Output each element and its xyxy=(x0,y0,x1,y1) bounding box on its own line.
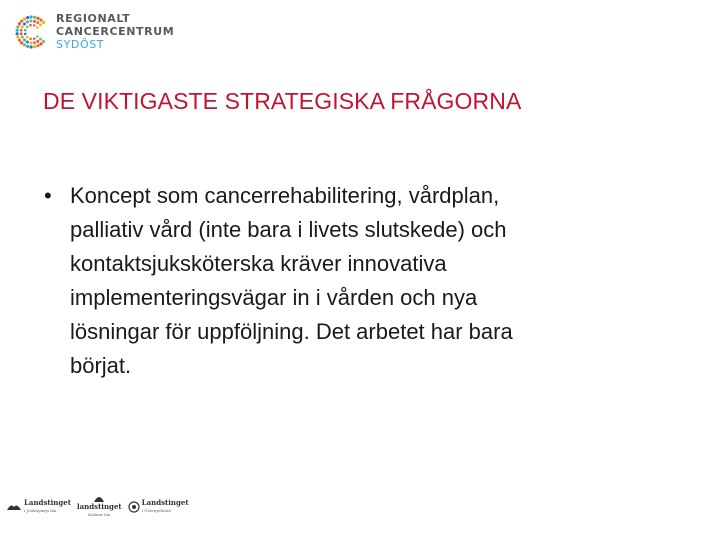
bullet-line-4: implementeringsvägar in i vården och nya xyxy=(70,285,478,310)
logo-dot xyxy=(26,40,29,43)
bullet-list xyxy=(44,179,654,383)
footer-logo-ostergotland xyxy=(128,499,189,515)
logo-dot xyxy=(23,43,26,46)
footer-logo-kalmar xyxy=(77,494,122,519)
bullet-item xyxy=(44,179,654,383)
logo-dot xyxy=(42,20,45,23)
logo-dot xyxy=(24,32,27,35)
rcc-logo-text xyxy=(56,12,174,51)
logo-dot xyxy=(29,23,32,26)
rcc-logo xyxy=(14,12,174,51)
logo-dot xyxy=(36,39,39,42)
footer-logo-1-name: Landstinget xyxy=(24,497,71,507)
logo-dot xyxy=(20,32,23,35)
logo-dot xyxy=(26,20,29,23)
logo-dot xyxy=(39,37,42,40)
logo-dot xyxy=(29,41,32,44)
footer-logo-1-sub: i Jönköpings län xyxy=(24,507,57,513)
logo-dot xyxy=(33,41,36,44)
footer-logo-jonkoping xyxy=(6,499,71,515)
logo-dot xyxy=(30,15,33,18)
bullet-line-2: palliativ vård (inte bara i livets slutskede) och xyxy=(70,217,507,242)
logo-dot xyxy=(24,28,27,31)
logo-dot xyxy=(16,35,19,38)
ostergotland-emblem-icon xyxy=(128,501,140,513)
bullet-line-6: börjat. xyxy=(70,353,132,378)
logo-dot xyxy=(23,38,26,41)
logo-dot xyxy=(36,44,39,47)
logo-dot xyxy=(23,17,26,20)
bullet-line-5: lösningar för uppföljning. Det arbetet har bara xyxy=(70,319,513,344)
logo-dot xyxy=(33,45,36,48)
logo-dot xyxy=(26,16,29,19)
footer-logo-3-sub: i Östergötland xyxy=(141,507,171,513)
logo-dot xyxy=(42,40,45,43)
logo-dot xyxy=(29,19,32,22)
footer-logo-2-name: landstinget xyxy=(76,502,122,511)
logo-line-2: CANCERCENTRUM xyxy=(56,25,175,38)
logo-dot xyxy=(30,45,33,48)
rcc-logo-icon xyxy=(14,14,50,50)
logo-dot xyxy=(29,37,32,40)
logo-dot xyxy=(39,23,42,26)
logo-dot xyxy=(26,44,29,47)
logo-line-1: REGIONALT xyxy=(56,12,131,25)
logo-dot xyxy=(23,22,26,25)
logo-dot xyxy=(16,32,19,35)
logo-dot xyxy=(20,41,23,44)
bullet-dot: • xyxy=(44,183,52,208)
bullet-line-3: kontaktsjuksköterska kräver innovativa xyxy=(70,251,447,276)
footer-logo-2-sub: Kalmar län xyxy=(88,512,111,517)
logo-dot xyxy=(20,28,23,31)
logo-line-3: SYDÖST xyxy=(56,38,105,51)
logo-dot xyxy=(36,35,39,38)
logo-dot xyxy=(21,25,24,28)
logo-dot xyxy=(18,38,21,41)
logo-dot xyxy=(20,19,23,22)
logo-dot xyxy=(16,25,19,28)
logo-dot xyxy=(33,37,36,40)
logo-dot xyxy=(16,28,19,31)
logo-dot xyxy=(33,15,36,18)
footer-logos xyxy=(6,494,189,519)
logo-dot xyxy=(26,35,29,38)
logo-dot xyxy=(18,22,21,25)
logo-dot xyxy=(36,26,39,29)
logo-dot xyxy=(39,18,42,21)
bullet-line-1: Koncept som cancerrehabilitering, vårdplan, xyxy=(70,183,500,208)
logo-dot xyxy=(39,42,42,45)
logo-dot xyxy=(26,25,29,28)
logo-dot xyxy=(33,19,36,22)
jonkoping-emblem-icon xyxy=(6,501,22,513)
footer-logo-3-name: Landstinget xyxy=(141,497,189,507)
logo-dot xyxy=(36,16,39,19)
logo-dot xyxy=(21,35,24,38)
slide-title: DE VIKTIGASTE STRATEGISKA FRÅGORNA xyxy=(43,88,522,114)
logo-dot xyxy=(36,21,39,24)
logo-dot xyxy=(33,24,36,27)
